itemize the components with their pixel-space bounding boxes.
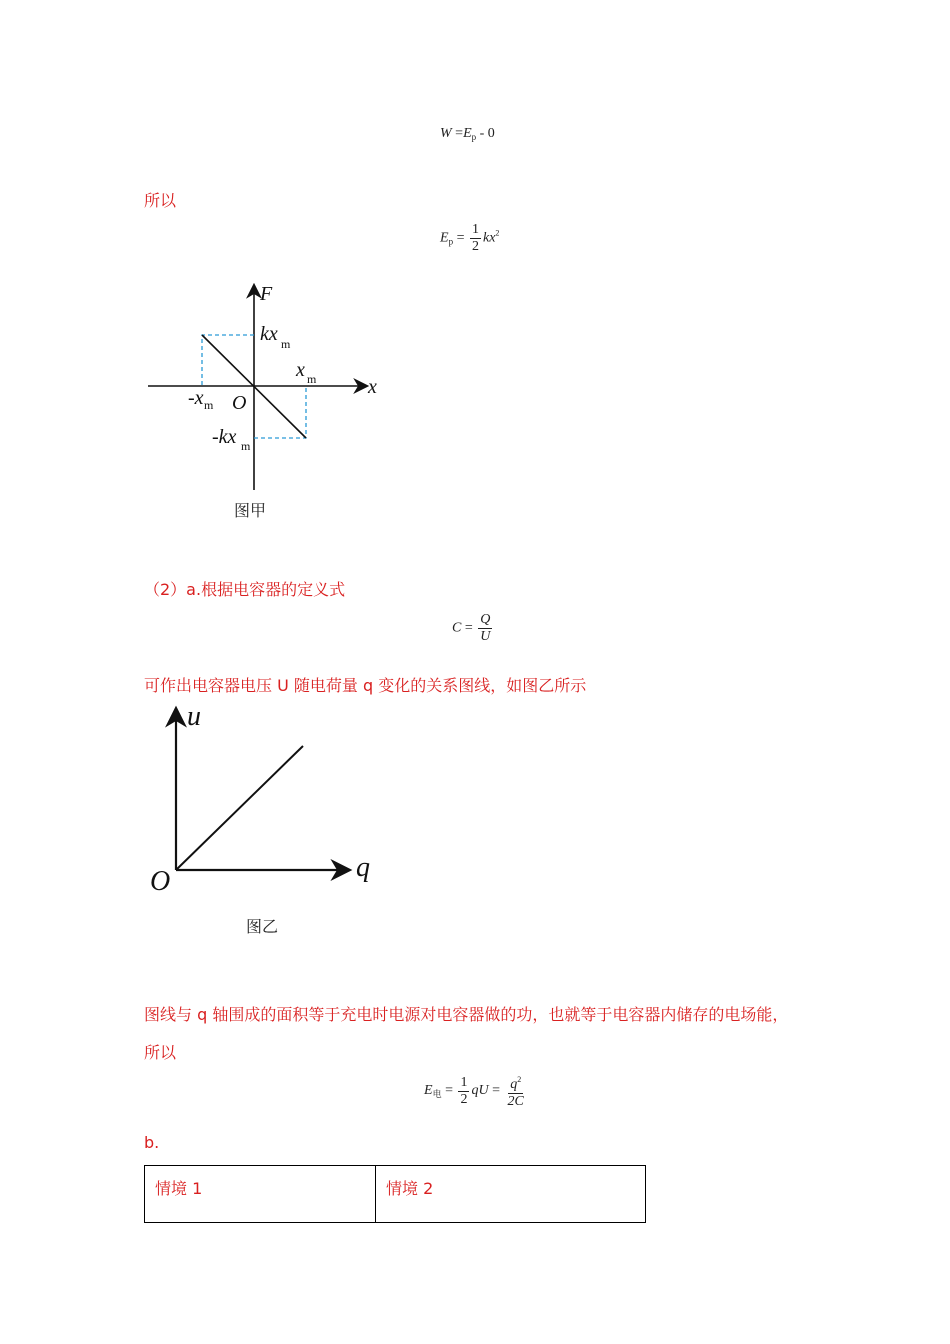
fig-jia-label-neg-kx: -kx xyxy=(212,426,237,448)
equation-electric-energy xyxy=(424,1072,528,1110)
eq-elec-fraction-half xyxy=(458,1075,469,1108)
fig-jia-label-kx: kx xyxy=(260,323,278,345)
fig-yi-label-q: q xyxy=(356,852,370,883)
eq-elec-den1: 2 xyxy=(460,1091,468,1107)
fig-jia-label-xm: x xyxy=(296,359,305,381)
equation-work xyxy=(440,126,495,142)
eq-elec-e: E xyxy=(424,1083,433,1099)
paragraph-b: b. xyxy=(144,1133,160,1152)
eq-work-rest: - 0 xyxy=(479,126,495,141)
eq-elec-den2: 2C xyxy=(507,1094,524,1109)
fig-yi-label-origin: O xyxy=(150,866,171,897)
fig-jia-label-f: F xyxy=(260,283,273,305)
eq-ep-fraction xyxy=(470,222,481,255)
eq-elec-fraction-q2 xyxy=(506,1072,526,1110)
eq-ep-e-sub: p xyxy=(448,236,454,247)
fig-jia-label-x: x xyxy=(368,376,377,398)
paragraph-suoyi-2: 所以 xyxy=(144,1043,177,1062)
eq-ep-x: x xyxy=(489,230,496,246)
eq-work-e-sub: p xyxy=(471,132,477,142)
fig-jia-label-neg-kx-sub: m xyxy=(241,439,251,453)
table-row xyxy=(145,1166,646,1223)
eq-work-eq: = xyxy=(455,126,464,141)
eq-elec-num2: q xyxy=(510,1077,518,1092)
table-cell-situation-1: 情境 1 xyxy=(145,1166,376,1223)
eq-c-num: Q xyxy=(480,612,491,627)
table-cell-situation-2: 情境 2 xyxy=(376,1166,646,1223)
eq-ep-num: 1 xyxy=(471,222,479,237)
figure-yi-caption: 图乙 xyxy=(246,917,279,936)
fig-jia-label-neg-xm: -x xyxy=(188,387,204,409)
eq-work-lhs: W xyxy=(440,126,452,141)
paragraph-suoyi-1: 所以 xyxy=(144,191,177,210)
figure-jia-caption: 图甲 xyxy=(234,501,267,520)
fig-jia-label-xm-sub: m xyxy=(307,372,317,386)
fig-yi-label-u: u xyxy=(187,701,201,732)
eq-c-den: U xyxy=(480,629,491,644)
figure-jia xyxy=(140,278,400,498)
fig-yi-u-q-line xyxy=(176,746,303,870)
eq-ep-eq: = xyxy=(456,230,465,246)
eq-ep-exp: 2 xyxy=(495,228,500,238)
eq-work-e: E xyxy=(463,126,472,141)
eq-c-c: C xyxy=(452,620,462,636)
eq-elec-qu: qU xyxy=(471,1083,489,1099)
eq-c-eq: = xyxy=(464,620,473,636)
eq-ep-den: 2 xyxy=(471,239,479,254)
paragraph-2a: （2）a.根据电容器的定义式 xyxy=(144,580,346,599)
eq-elec-e-sub: 电 xyxy=(432,1089,442,1100)
eq-elec-eq1: = xyxy=(445,1083,453,1099)
paragraph-area: 图线与 q 轴围成的面积等于充电时电源对电容器做的功，也就等于电容器内储存的电场能， xyxy=(144,1005,789,1024)
equation-capacitance xyxy=(452,612,494,645)
figure-yi xyxy=(140,700,400,900)
eq-elec-num2-exp: 2 xyxy=(517,1075,522,1084)
eq-elec-num1: 1 xyxy=(460,1074,468,1090)
fig-jia-label-kx-sub: m xyxy=(281,337,291,351)
situation-table xyxy=(144,1165,646,1223)
equation-ep xyxy=(440,222,499,255)
eq-ep-e: E xyxy=(440,230,449,246)
paragraph-plot: 可作出电容器电压 U 随电荷量 q 变化的关系图线，如图乙所示 xyxy=(144,676,587,695)
eq-elec-eq2: = xyxy=(492,1083,501,1099)
eq-ep-k: k xyxy=(482,230,490,246)
fig-jia-label-neg-xm-sub: m xyxy=(204,398,214,412)
fig-jia-label-origin: O xyxy=(232,392,247,414)
eq-c-fraction xyxy=(478,612,492,645)
